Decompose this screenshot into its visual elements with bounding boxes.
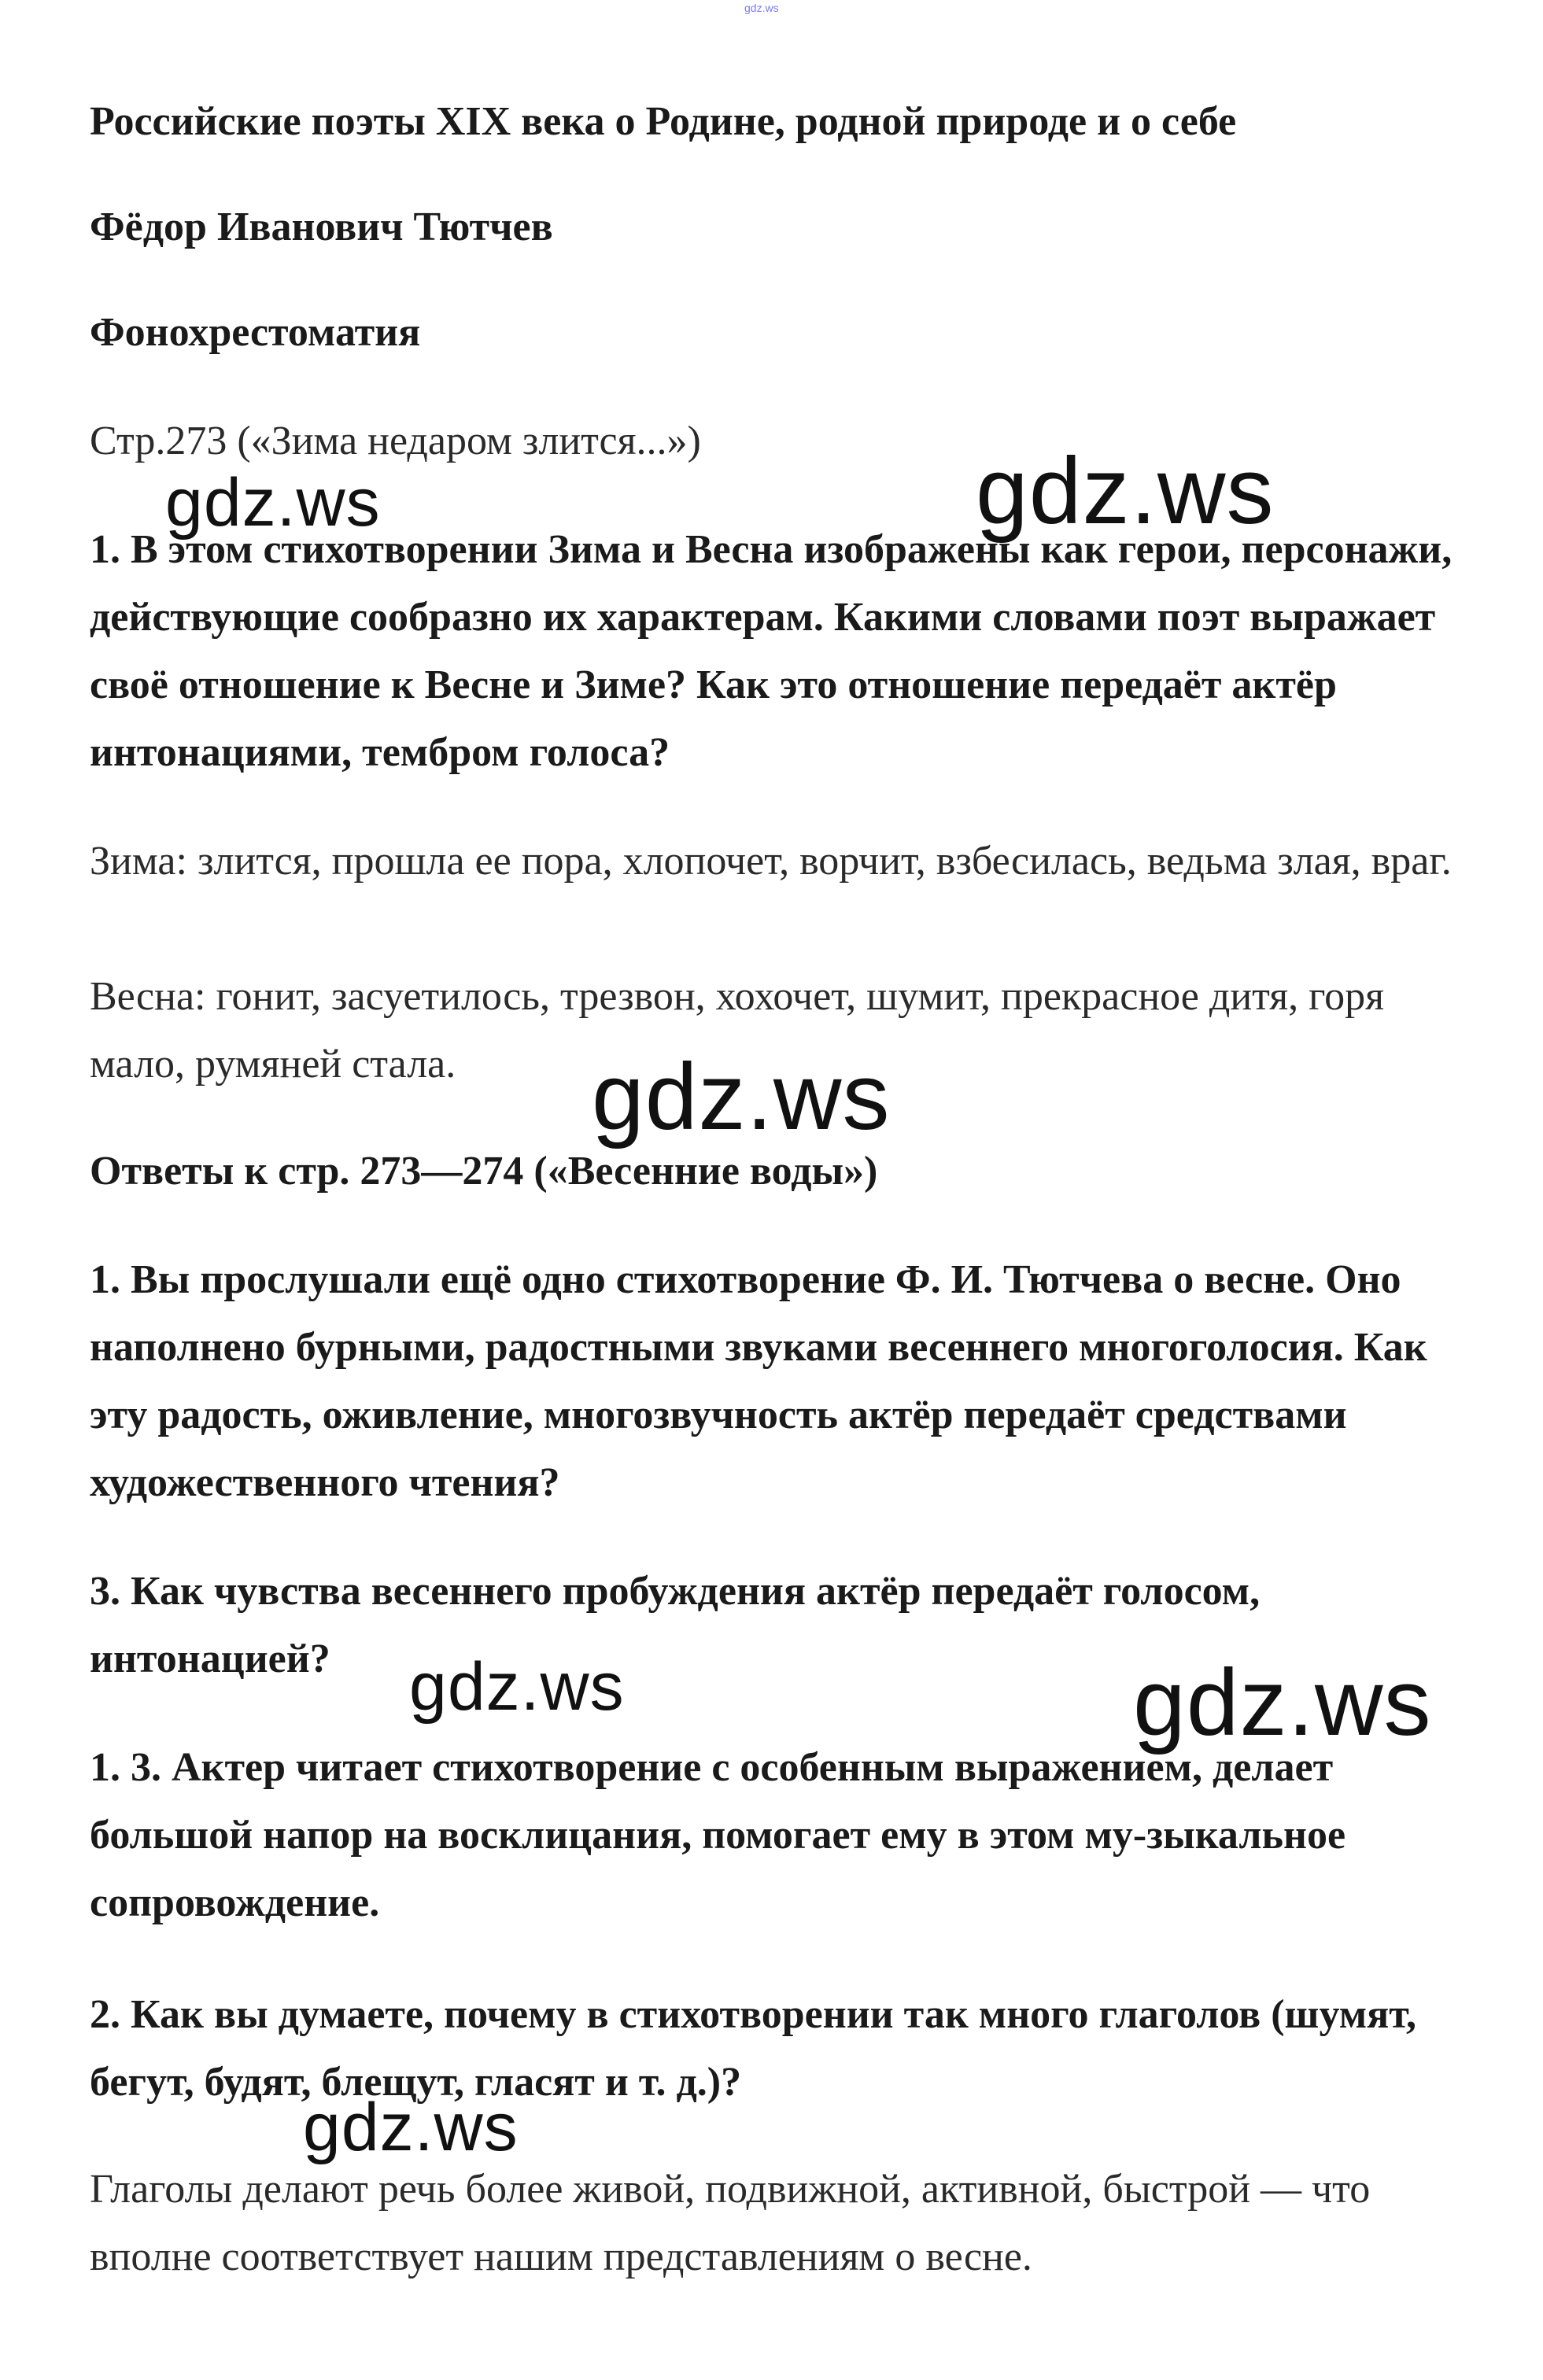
watermark-1: gdz.ws [165, 465, 381, 541]
answer-spring: Весна: гонит, засуетилось, трезвон, хохочет, шумит, прекрасное дитя, горя мало, румяней стала. [90, 974, 1385, 1087]
watermark-4: gdz.ws [409, 1649, 625, 1725]
answer-winter: Зима: злится, прошла ее пора, хлопочет, ворчит, взбесилась, ведьма злая, враг. [90, 839, 1452, 884]
author-name: Фёдор Иванович Тютчев [90, 205, 553, 249]
watermark-3: gdz.ws [592, 1044, 891, 1149]
question-2-3: 3. Как чувства весеннего пробуждения актёр передаёт голосом, интонацией? [90, 1569, 1261, 1681]
document-title: Российские поэты XIX века о Родине, родной природе и о себе [90, 99, 1237, 144]
answer-2: Глаголы делают речь более живой, подвижной, активной, быстрой — что вполне соответствует нашим представлениям о весне. [90, 2167, 1371, 2279]
watermark-6: gdz.ws [303, 2090, 519, 2165]
question-1: 1. В этом стихотворении Зима и Весна изображены как герои, персонажи, действующие сообразно их характерам. Какими словами поэт выражает своё отношение к Весне и Зиме? Как это отношение передаёт актёр интонациями, тембром голоса? [90, 527, 1453, 775]
question-2-2: 2. Как вы думаете, почему в стихотворении так много глаголов (шумят, бегут, будят, блещут, гласят и т. д.)? [90, 1992, 1416, 2105]
page-reference-2: Ответы к стр. 273—274 («Весенние воды») [90, 1149, 878, 1194]
answer-1-3: 1. 3. Актер читает стихотворение с особенным выражением, делает большой напор на восклицания, помогает ему в этом му-зыкальное сопровождение. [90, 1745, 1346, 1925]
header-watermark: gdz.ws [744, 2, 779, 14]
watermark-5: gdz.ws [1133, 1650, 1432, 1755]
section-title: Фонохрестоматия [90, 310, 421, 355]
page-reference-1: Стр.273 («Зима недаром злится...») [90, 419, 701, 463]
watermark-2: gdz.ws [976, 438, 1275, 544]
question-2-1: 1. Вы прослушали ещё одно стихотворение Ф. И. Тютчева о весне. Оно наполнено бурными, радостными звуками весеннего многоголосия. Как эту радость, оживление, многозвучность актёр передаёт средствами художественного чтения? [90, 1257, 1427, 1505]
